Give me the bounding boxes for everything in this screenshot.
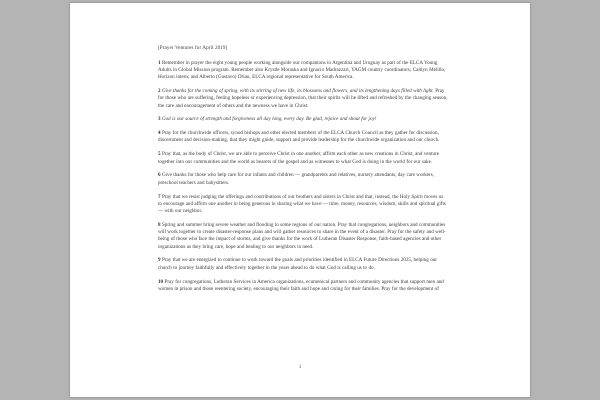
document-page [70, 3, 530, 397]
prayer-entry [158, 279, 448, 294]
entry-number: 7 [158, 193, 161, 200]
document-title: [Prayer Ventures for April 2019] [158, 45, 228, 51]
page-content [158, 45, 448, 293]
entry-text: Remember in prayer the eight young people working alongside our companions in Argentina and Uruguay as part of the ELCA Young Adults in Global Mission program. Remember also Krystle Moraska and Ignacio Madrazzari, YAGM country coordinators; Caitlyn Melillo, Horizon intern; and Alberto (Gustavo) Driau, ELCA regional representative for South America. [158, 59, 446, 81]
entry-lead: Give thanks for the coming of spring, with its stirring of new life, its blossoms and flowers, and its lengthening days filled with light. [161, 88, 434, 95]
entry-text: Pray for congregations, Lutheran Services in America organizations, ecumenical partners and community agencies that support men and women in prison and those reentering society, encouraging their faith and hope and caring for their families. Pray for the development of [158, 278, 444, 292]
prayer-entry [158, 130, 448, 145]
entry-text: Pray that we resist judging the offerings and contributions of our brothers and sisters in Christ and that, instead, the Holy Spirit moves us to encourage and affirm one another in being generous in sharing what we have — time, money, resources, wisdom, skills and spiritual gifts — with our neighbor. [158, 193, 446, 215]
prayer-entry [158, 116, 448, 123]
entry-number: 6 [158, 172, 161, 179]
entry-number: 1 [158, 59, 161, 66]
entry-text: Pray for the churchwide officers, synod bishops and other elected members of the ELCA Church Council as they gather for discussion, discernment and decision-making, that they might guide, support and provide leadership for the churchwide organization and our church. [158, 130, 440, 144]
entry-number: 5 [158, 151, 161, 158]
prayer-entry [158, 88, 448, 110]
entry-text: Pray that we are energized to continue to work toward the goals and priorities identified in ELCA Future Directions 2025, helping our church to journey faithfully and effectively together in the years ahead to do what God is calling us to do. [158, 257, 437, 271]
prayer-entry [158, 194, 448, 216]
page-number: 1 [298, 364, 302, 370]
entry-text: Give thanks for those who help care for our infants and children — grandparents and relatives, nursery attendants, day care workers, preschool teachers and babysitters. [158, 172, 434, 186]
entry-text: Pray that, as the body of Christ, we are able to perceive Christ in one another, affirm each other as new creations in Christ, and venture together into our communities and the world as bearers of the gospel and as witnesses to what God is doing in the world for our sake. [158, 151, 440, 165]
entry-text: Pray for those who are suffering, feeling hopeless or experiencing depression, that their spirits will be lifted and refreshed by the changing season, the care and encouragement of others and the newness we have in Christ. [158, 88, 448, 109]
entry-number: 10 [158, 278, 164, 285]
prayer-entry [158, 151, 448, 166]
entry-number: 3 [158, 116, 161, 123]
entry-number: 9 [158, 257, 161, 264]
prayer-entry [158, 222, 448, 251]
entry-text: Spring and summer bring severe weather and flooding to some regions of our nation. Pray that congregations, neighbors and communities will work together to create disaster-response plans and will gather resources to share in the event of a disaster. Pray for the safety and well-being of those who face the impact of storms, and give thanks for the work of Lutheran Disaster Response, faith-based agencies and other organizations as they bring care, hope and healing to our neighbors in need. [158, 221, 446, 250]
prayer-entry [158, 257, 448, 272]
entry-number: 4 [158, 130, 161, 137]
entry-number: 8 [158, 221, 161, 228]
prayer-entry [158, 60, 448, 82]
entry-number: 2 [158, 88, 161, 95]
prayer-entry [158, 172, 448, 187]
entry-lead: God is our source of strength and forgiveness all day long, every day. Be glad, rejoice and shout for joy! [161, 116, 377, 123]
